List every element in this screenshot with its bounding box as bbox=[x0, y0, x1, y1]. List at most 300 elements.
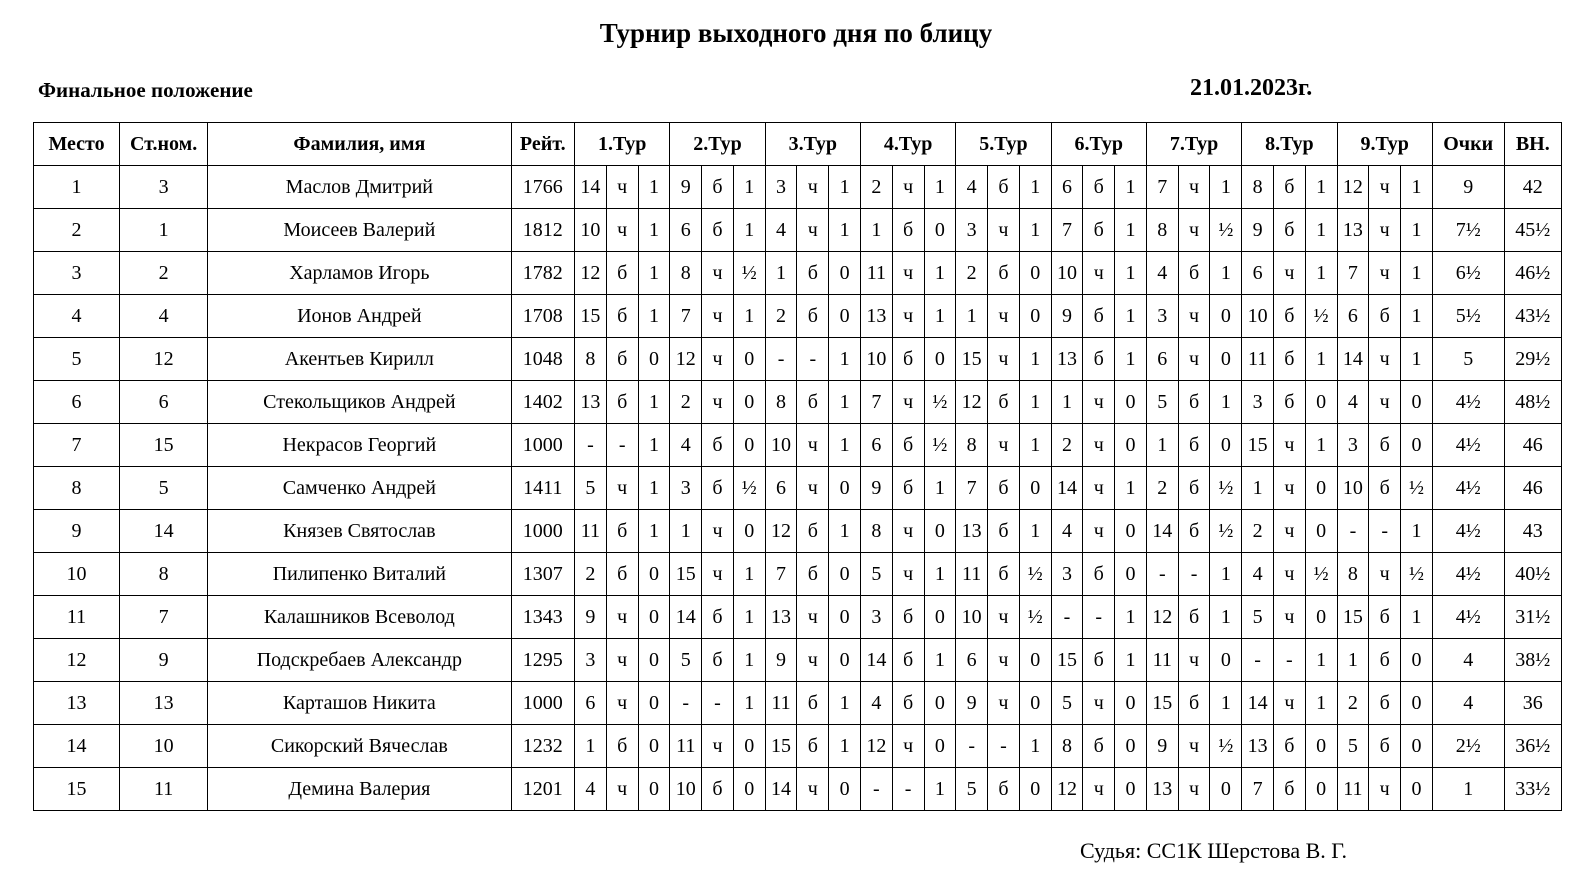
cell-points: 7½ bbox=[1432, 209, 1504, 252]
cell-round-2-opponent: 3 bbox=[670, 467, 702, 510]
cell-round-7-color: б bbox=[1178, 252, 1210, 295]
cell-round-8-color: б bbox=[1273, 338, 1305, 381]
cell-round-6-opponent: 5 bbox=[1051, 682, 1083, 725]
cell-round-8-result: 0 bbox=[1305, 510, 1337, 553]
cell-rating: 1766 bbox=[511, 166, 575, 209]
cell-round-7-result: 0 bbox=[1210, 639, 1242, 682]
cell-round-1-color: ч bbox=[606, 209, 638, 252]
cell-round-3-result: 0 bbox=[829, 596, 861, 639]
cell-round-4-color: б bbox=[892, 338, 924, 381]
cell-player-name: Подскребаев Александр bbox=[208, 639, 511, 682]
cell-round-5-opponent: 11 bbox=[956, 553, 988, 596]
table-row bbox=[34, 166, 1562, 209]
cell-round-6-result: 1 bbox=[1115, 295, 1147, 338]
cell-round-9-opponent: 15 bbox=[1337, 596, 1369, 639]
cell-round-2-color: ч bbox=[702, 338, 734, 381]
cell-round-5-color: - bbox=[988, 725, 1020, 768]
cell-points: 4½ bbox=[1432, 553, 1504, 596]
cell-round-4-opponent: 4 bbox=[860, 682, 892, 725]
cell-round-3-opponent: 10 bbox=[765, 424, 797, 467]
cell-round-5-opponent: 15 bbox=[956, 338, 988, 381]
cell-round-9-color: б bbox=[1369, 682, 1401, 725]
cell-round-7-color: ч bbox=[1178, 209, 1210, 252]
cell-round-9-result: ½ bbox=[1401, 553, 1433, 596]
cell-round-2-color: б bbox=[702, 768, 734, 811]
cell-player-name: Моисеев Валерий bbox=[208, 209, 511, 252]
cell-round-7-opponent: 9 bbox=[1146, 725, 1178, 768]
cell-round-1-result: 0 bbox=[638, 725, 670, 768]
cell-rating: 1343 bbox=[511, 596, 575, 639]
cell-round-1-color: б bbox=[606, 510, 638, 553]
cell-round-2-result: 1 bbox=[733, 682, 765, 725]
cell-round-4-opponent: 13 bbox=[860, 295, 892, 338]
cell-round-3-result: 0 bbox=[829, 467, 861, 510]
cell-round-7-opponent: 6 bbox=[1146, 338, 1178, 381]
cell-round-4-color: ч bbox=[892, 295, 924, 338]
cell-round-8-color: - bbox=[1273, 639, 1305, 682]
cell-round-2-color: ч bbox=[702, 252, 734, 295]
table-row bbox=[34, 639, 1562, 682]
cell-round-6-result: 1 bbox=[1115, 467, 1147, 510]
cell-buchholz: 43 bbox=[1504, 510, 1561, 553]
cell-start-number: 11 bbox=[120, 768, 208, 811]
cell-round-8-opponent: - bbox=[1242, 639, 1274, 682]
cell-round-9-opponent: 2 bbox=[1337, 682, 1369, 725]
cell-round-5-opponent: 3 bbox=[956, 209, 988, 252]
cell-round-6-opponent: 13 bbox=[1051, 338, 1083, 381]
cell-round-3-opponent: 6 bbox=[765, 467, 797, 510]
cell-round-3-color: б bbox=[797, 295, 829, 338]
cell-buchholz: 33½ bbox=[1504, 768, 1561, 811]
cell-round-9-result: 1 bbox=[1401, 596, 1433, 639]
cell-points: 4½ bbox=[1432, 467, 1504, 510]
cell-round-9-color: ч bbox=[1369, 209, 1401, 252]
cell-round-3-color: ч bbox=[797, 596, 829, 639]
cell-round-9-result: ½ bbox=[1401, 467, 1433, 510]
cell-round-4-color: б bbox=[892, 639, 924, 682]
cell-round-5-color: б bbox=[988, 166, 1020, 209]
cell-round-5-color: б bbox=[988, 467, 1020, 510]
cell-round-4-result: 0 bbox=[924, 596, 956, 639]
table-row bbox=[34, 510, 1562, 553]
cell-round-9-result: 1 bbox=[1401, 209, 1433, 252]
cell-points: 2½ bbox=[1432, 725, 1504, 768]
cell-round-5-opponent: 5 bbox=[956, 768, 988, 811]
cell-round-1-opponent: 13 bbox=[575, 381, 607, 424]
cell-round-1-result: 0 bbox=[638, 338, 670, 381]
cell-start-number: 8 bbox=[120, 553, 208, 596]
cell-round-8-opponent: 2 bbox=[1242, 510, 1274, 553]
cell-round-2-opponent: 15 bbox=[670, 553, 702, 596]
cell-round-4-result: ½ bbox=[924, 424, 956, 467]
cell-round-4-color: б bbox=[892, 209, 924, 252]
cell-start-number: 4 bbox=[120, 295, 208, 338]
cell-start-number: 3 bbox=[120, 166, 208, 209]
cell-round-1-color: ч bbox=[606, 467, 638, 510]
cell-round-8-result: ½ bbox=[1305, 553, 1337, 596]
cell-rating: 1048 bbox=[511, 338, 575, 381]
cell-round-7-opponent: 7 bbox=[1146, 166, 1178, 209]
cell-round-5-opponent: - bbox=[956, 725, 988, 768]
cell-round-7-opponent: 1 bbox=[1146, 424, 1178, 467]
cell-round-1-result: 1 bbox=[638, 467, 670, 510]
cell-round-2-opponent: 8 bbox=[670, 252, 702, 295]
cell-place: 11 bbox=[34, 596, 120, 639]
cell-round-3-opponent: 3 bbox=[765, 166, 797, 209]
cell-round-2-opponent: 12 bbox=[670, 338, 702, 381]
cell-round-4-result: 0 bbox=[924, 725, 956, 768]
cell-round-5-result: ½ bbox=[1019, 553, 1051, 596]
header-points: Очки bbox=[1432, 123, 1504, 166]
cell-round-2-result: 0 bbox=[733, 381, 765, 424]
cell-round-1-result: 0 bbox=[638, 768, 670, 811]
cell-round-7-color: ч bbox=[1178, 639, 1210, 682]
cell-round-7-opponent: 14 bbox=[1146, 510, 1178, 553]
cell-round-5-opponent: 6 bbox=[956, 639, 988, 682]
cell-round-3-result: 1 bbox=[829, 424, 861, 467]
cell-place: 2 bbox=[34, 209, 120, 252]
cell-round-7-result: 1 bbox=[1210, 682, 1242, 725]
cell-round-8-opponent: 10 bbox=[1242, 295, 1274, 338]
cell-round-7-color: ч bbox=[1178, 295, 1210, 338]
cell-round-9-opponent: 13 bbox=[1337, 209, 1369, 252]
cell-round-2-result: 0 bbox=[733, 424, 765, 467]
cell-round-9-opponent: 7 bbox=[1337, 252, 1369, 295]
cell-round-8-opponent: 3 bbox=[1242, 381, 1274, 424]
cell-start-number: 7 bbox=[120, 596, 208, 639]
cell-player-name: Сикорский Вячеслав bbox=[208, 725, 511, 768]
cell-round-4-opponent: 7 bbox=[860, 381, 892, 424]
cell-round-9-color: б bbox=[1369, 295, 1401, 338]
cell-place: 7 bbox=[34, 424, 120, 467]
cell-round-5-opponent: 8 bbox=[956, 424, 988, 467]
cell-round-7-color: б bbox=[1178, 424, 1210, 467]
header-round-7: 7.Тур bbox=[1146, 123, 1241, 166]
cell-round-1-result: 0 bbox=[638, 596, 670, 639]
cell-buchholz: 42 bbox=[1504, 166, 1561, 209]
cell-round-3-opponent: 8 bbox=[765, 381, 797, 424]
cell-place: 12 bbox=[34, 639, 120, 682]
cell-round-7-result: 1 bbox=[1210, 381, 1242, 424]
cell-round-7-opponent: 2 bbox=[1146, 467, 1178, 510]
cell-round-6-result: 1 bbox=[1115, 639, 1147, 682]
cell-round-1-opponent: 4 bbox=[575, 768, 607, 811]
cell-buchholz: 46 bbox=[1504, 424, 1561, 467]
document-title: Турнир выходного дня по блицу bbox=[599, 18, 993, 48]
cell-round-6-color: ч bbox=[1083, 467, 1115, 510]
cell-round-5-opponent: 9 bbox=[956, 682, 988, 725]
cell-round-1-color: ч bbox=[606, 166, 638, 209]
cell-start-number: 12 bbox=[120, 338, 208, 381]
cell-round-9-result: 0 bbox=[1401, 381, 1433, 424]
cell-round-4-opponent: 5 bbox=[860, 553, 892, 596]
cell-round-4-result: 1 bbox=[924, 467, 956, 510]
cell-round-9-result: 0 bbox=[1401, 768, 1433, 811]
cell-round-8-color: ч bbox=[1273, 510, 1305, 553]
cell-round-3-opponent: 4 bbox=[765, 209, 797, 252]
cell-round-5-result: 0 bbox=[1019, 768, 1051, 811]
cell-buchholz: 46 bbox=[1504, 467, 1561, 510]
header-row bbox=[34, 123, 1562, 166]
cell-round-5-result: 1 bbox=[1019, 338, 1051, 381]
cell-round-3-result: 1 bbox=[829, 510, 861, 553]
cell-place: 15 bbox=[34, 768, 120, 811]
cell-round-4-color: ч bbox=[892, 252, 924, 295]
cell-round-3-result: 1 bbox=[829, 209, 861, 252]
table-row bbox=[34, 338, 1562, 381]
cell-round-6-opponent: 1 bbox=[1051, 381, 1083, 424]
header-round-6: 6.Тур bbox=[1051, 123, 1146, 166]
cell-round-7-result: ½ bbox=[1210, 725, 1242, 768]
cell-round-5-color: б bbox=[988, 252, 1020, 295]
cell-round-4-opponent: - bbox=[860, 768, 892, 811]
cell-round-9-color: ч bbox=[1369, 166, 1401, 209]
cell-round-5-color: ч bbox=[988, 209, 1020, 252]
cell-round-8-color: ч bbox=[1273, 682, 1305, 725]
cell-round-6-result: 0 bbox=[1115, 682, 1147, 725]
standings-table bbox=[33, 122, 1562, 811]
cell-round-2-color: б bbox=[702, 424, 734, 467]
cell-round-4-result: 1 bbox=[924, 166, 956, 209]
cell-round-3-result: 1 bbox=[829, 338, 861, 381]
table-row bbox=[34, 553, 1562, 596]
cell-round-6-color: б bbox=[1083, 553, 1115, 596]
cell-round-4-result: ½ bbox=[924, 381, 956, 424]
cell-round-5-result: 1 bbox=[1019, 510, 1051, 553]
cell-round-2-result: 1 bbox=[733, 596, 765, 639]
cell-round-3-color: ч bbox=[797, 424, 829, 467]
cell-round-6-result: 1 bbox=[1115, 209, 1147, 252]
cell-round-2-color: ч bbox=[702, 725, 734, 768]
cell-round-5-result: 0 bbox=[1019, 682, 1051, 725]
cell-place: 3 bbox=[34, 252, 120, 295]
table-row bbox=[34, 768, 1562, 811]
cell-round-4-result: 1 bbox=[924, 252, 956, 295]
cell-round-4-result: 0 bbox=[924, 510, 956, 553]
cell-round-9-opponent: 5 bbox=[1337, 725, 1369, 768]
cell-round-9-color: ч bbox=[1369, 553, 1401, 596]
cell-round-4-opponent: 10 bbox=[860, 338, 892, 381]
cell-round-4-color: б bbox=[892, 424, 924, 467]
cell-round-1-opponent: 5 bbox=[575, 467, 607, 510]
cell-round-6-opponent: 2 bbox=[1051, 424, 1083, 467]
cell-round-3-result: 0 bbox=[829, 295, 861, 338]
cell-round-1-opponent: 10 bbox=[575, 209, 607, 252]
cell-round-1-opponent: 9 bbox=[575, 596, 607, 639]
cell-round-1-result: 1 bbox=[638, 252, 670, 295]
cell-round-8-color: ч bbox=[1273, 424, 1305, 467]
cell-round-8-result: 1 bbox=[1305, 166, 1337, 209]
cell-place: 9 bbox=[34, 510, 120, 553]
cell-round-5-result: ½ bbox=[1019, 596, 1051, 639]
cell-round-3-opponent: 9 bbox=[765, 639, 797, 682]
cell-start-number: 2 bbox=[120, 252, 208, 295]
cell-round-3-color: ч bbox=[797, 166, 829, 209]
cell-round-1-color: б bbox=[606, 381, 638, 424]
cell-round-4-color: б bbox=[892, 467, 924, 510]
cell-round-2-result: 1 bbox=[733, 209, 765, 252]
header-round-3: 3.Тур bbox=[765, 123, 860, 166]
cell-points: 4 bbox=[1432, 639, 1504, 682]
standings-subtitle: Финальное положение bbox=[38, 78, 253, 102]
header-round-5: 5.Тур bbox=[956, 123, 1051, 166]
cell-round-3-opponent: 15 bbox=[765, 725, 797, 768]
cell-round-1-opponent: 1 bbox=[575, 725, 607, 768]
cell-round-7-result: 0 bbox=[1210, 295, 1242, 338]
cell-rating: 1812 bbox=[511, 209, 575, 252]
cell-round-4-opponent: 9 bbox=[860, 467, 892, 510]
cell-round-2-result: 1 bbox=[733, 553, 765, 596]
table-row bbox=[34, 682, 1562, 725]
cell-buchholz: 31½ bbox=[1504, 596, 1561, 639]
cell-round-3-color: ч bbox=[797, 467, 829, 510]
cell-round-1-color: ч bbox=[606, 768, 638, 811]
cell-round-9-result: 1 bbox=[1401, 338, 1433, 381]
cell-round-7-result: 1 bbox=[1210, 553, 1242, 596]
cell-buchholz: 36½ bbox=[1504, 725, 1561, 768]
header-round-1: 1.Тур bbox=[575, 123, 670, 166]
cell-round-1-color: б bbox=[606, 252, 638, 295]
cell-round-8-color: б bbox=[1273, 768, 1305, 811]
cell-round-2-opponent: 1 bbox=[670, 510, 702, 553]
cell-round-2-color: б bbox=[702, 209, 734, 252]
cell-round-4-color: ч bbox=[892, 553, 924, 596]
cell-round-6-result: 0 bbox=[1115, 381, 1147, 424]
cell-round-2-opponent: 4 bbox=[670, 424, 702, 467]
cell-round-5-color: б bbox=[988, 510, 1020, 553]
cell-round-8-result: 0 bbox=[1305, 596, 1337, 639]
cell-round-5-color: ч bbox=[988, 639, 1020, 682]
cell-round-1-color: ч bbox=[606, 596, 638, 639]
cell-round-8-opponent: 1 bbox=[1242, 467, 1274, 510]
cell-round-5-result: 1 bbox=[1019, 209, 1051, 252]
cell-place: 6 bbox=[34, 381, 120, 424]
cell-rating: 1708 bbox=[511, 295, 575, 338]
cell-place: 4 bbox=[34, 295, 120, 338]
cell-round-3-result: 1 bbox=[829, 166, 861, 209]
cell-points: 4½ bbox=[1432, 424, 1504, 467]
cell-round-8-result: 1 bbox=[1305, 682, 1337, 725]
cell-round-9-color: ч bbox=[1369, 338, 1401, 381]
cell-round-3-result: 0 bbox=[829, 252, 861, 295]
cell-round-8-color: б bbox=[1273, 209, 1305, 252]
cell-round-9-color: ч bbox=[1369, 768, 1401, 811]
cell-round-6-opponent: 7 bbox=[1051, 209, 1083, 252]
cell-player-name: Калашников Всеволод bbox=[208, 596, 511, 639]
cell-round-8-result: 1 bbox=[1305, 338, 1337, 381]
cell-round-5-result: 1 bbox=[1019, 166, 1051, 209]
cell-round-2-opponent: 7 bbox=[670, 295, 702, 338]
cell-round-6-color: б bbox=[1083, 725, 1115, 768]
cell-round-7-opponent: 3 bbox=[1146, 295, 1178, 338]
cell-round-8-result: 0 bbox=[1305, 467, 1337, 510]
cell-round-3-color: - bbox=[797, 338, 829, 381]
cell-round-5-color: ч bbox=[988, 424, 1020, 467]
cell-rating: 1295 bbox=[511, 639, 575, 682]
cell-round-2-opponent: 14 bbox=[670, 596, 702, 639]
cell-round-7-color: б bbox=[1178, 467, 1210, 510]
cell-round-6-opponent: 3 bbox=[1051, 553, 1083, 596]
cell-buchholz: 40½ bbox=[1504, 553, 1561, 596]
cell-round-4-color: ч bbox=[892, 166, 924, 209]
cell-round-3-opponent: 14 bbox=[765, 768, 797, 811]
cell-round-1-result: 0 bbox=[638, 639, 670, 682]
table-row bbox=[34, 596, 1562, 639]
cell-round-6-color: ч bbox=[1083, 424, 1115, 467]
cell-round-4-opponent: 1 bbox=[860, 209, 892, 252]
cell-round-7-opponent: 5 bbox=[1146, 381, 1178, 424]
cell-points: 4½ bbox=[1432, 510, 1504, 553]
cell-round-3-color: ч bbox=[797, 209, 829, 252]
cell-start-number: 6 bbox=[120, 381, 208, 424]
cell-round-2-color: ч bbox=[702, 381, 734, 424]
cell-round-3-color: б bbox=[797, 381, 829, 424]
cell-round-7-color: ч bbox=[1178, 768, 1210, 811]
cell-player-name: Стекольщиков Андрей bbox=[208, 381, 511, 424]
cell-round-8-result: 1 bbox=[1305, 252, 1337, 295]
cell-round-6-color: ч bbox=[1083, 252, 1115, 295]
cell-round-3-opponent: 2 bbox=[765, 295, 797, 338]
cell-round-8-result: ½ bbox=[1305, 295, 1337, 338]
cell-round-7-result: ½ bbox=[1210, 209, 1242, 252]
cell-round-6-opponent: 14 bbox=[1051, 467, 1083, 510]
cell-place: 14 bbox=[34, 725, 120, 768]
cell-round-8-color: б bbox=[1273, 166, 1305, 209]
cell-round-9-color: б bbox=[1369, 725, 1401, 768]
cell-round-7-result: 1 bbox=[1210, 252, 1242, 295]
cell-round-9-opponent: 11 bbox=[1337, 768, 1369, 811]
cell-round-9-color: б bbox=[1369, 639, 1401, 682]
cell-round-1-opponent: 8 bbox=[575, 338, 607, 381]
cell-round-9-opponent: 4 bbox=[1337, 381, 1369, 424]
cell-round-4-opponent: 8 bbox=[860, 510, 892, 553]
cell-round-6-result: 0 bbox=[1115, 510, 1147, 553]
cell-round-4-color: - bbox=[892, 768, 924, 811]
cell-round-6-opponent: - bbox=[1051, 596, 1083, 639]
cell-round-9-color: ч bbox=[1369, 381, 1401, 424]
cell-round-5-opponent: 1 bbox=[956, 295, 988, 338]
cell-round-7-color: ч bbox=[1178, 725, 1210, 768]
cell-round-6-color: б bbox=[1083, 295, 1115, 338]
cell-round-1-color: б bbox=[606, 725, 638, 768]
cell-round-5-color: б bbox=[988, 553, 1020, 596]
cell-round-7-result: 0 bbox=[1210, 768, 1242, 811]
cell-round-6-opponent: 15 bbox=[1051, 639, 1083, 682]
cell-round-2-result: ½ bbox=[733, 467, 765, 510]
cell-round-7-color: б bbox=[1178, 682, 1210, 725]
cell-round-4-opponent: 6 bbox=[860, 424, 892, 467]
cell-start-number: 15 bbox=[120, 424, 208, 467]
cell-round-5-color: б bbox=[988, 768, 1020, 811]
cell-buchholz: 36 bbox=[1504, 682, 1561, 725]
cell-rating: 1201 bbox=[511, 768, 575, 811]
cell-round-5-color: ч bbox=[988, 682, 1020, 725]
cell-round-8-opponent: 15 bbox=[1242, 424, 1274, 467]
cell-round-7-color: ч bbox=[1178, 338, 1210, 381]
cell-round-2-color: ч bbox=[702, 510, 734, 553]
cell-round-2-color: - bbox=[702, 682, 734, 725]
cell-round-8-color: ч bbox=[1273, 252, 1305, 295]
cell-player-name: Харламов Игорь bbox=[208, 252, 511, 295]
cell-round-3-color: ч bbox=[797, 639, 829, 682]
cell-round-2-result: 0 bbox=[733, 725, 765, 768]
cell-round-6-result: 0 bbox=[1115, 768, 1147, 811]
cell-round-1-color: б bbox=[606, 295, 638, 338]
cell-round-3-opponent: 11 bbox=[765, 682, 797, 725]
cell-round-7-result: 1 bbox=[1210, 166, 1242, 209]
cell-round-7-result: ½ bbox=[1210, 510, 1242, 553]
table-row bbox=[34, 295, 1562, 338]
